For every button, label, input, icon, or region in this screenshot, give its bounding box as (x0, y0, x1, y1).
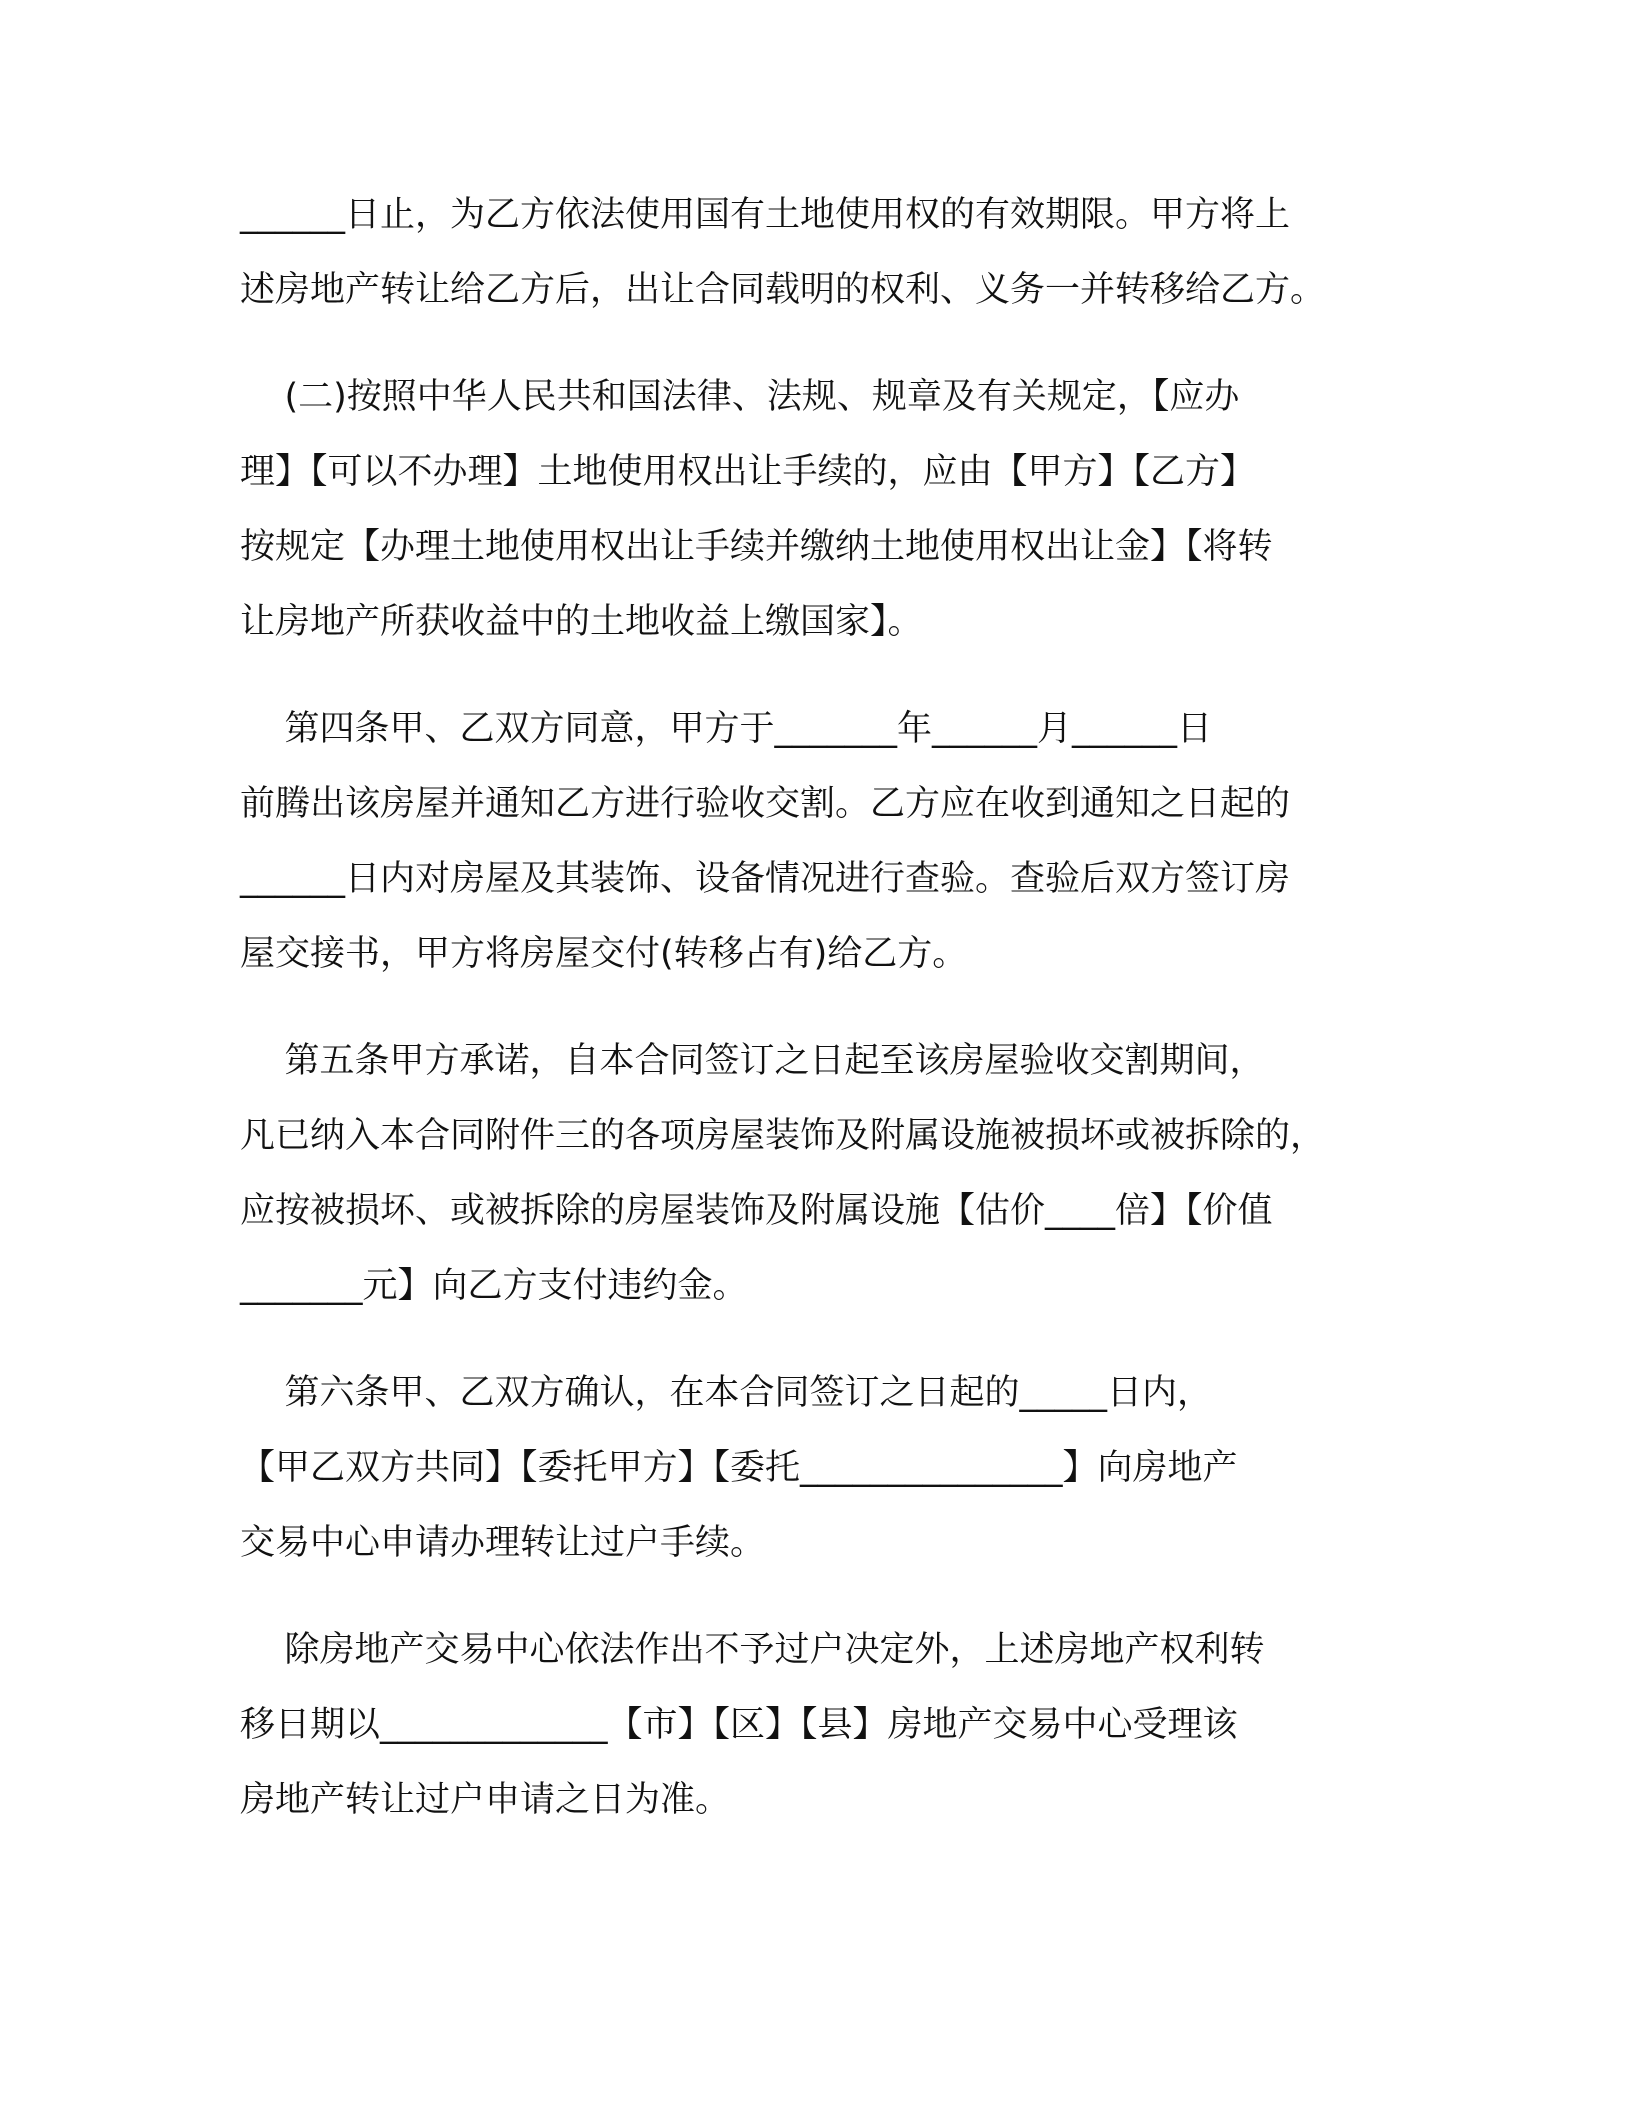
text-line: 让房地产所获收益中的土地收益上缴国家】。 (240, 602, 923, 642)
text-line: ______日内对房屋及其装饰、设备情况进行查验。查验后双方签订房 (240, 859, 1291, 899)
text-line: 理】【可以不办理】土地使用权出让手续的，应由【甲方】【乙方】 (240, 452, 1256, 492)
text-line: 凡已纳入本合同附件三的各项房屋装饰及附属设施被损坏或被拆除的， (240, 1116, 1326, 1156)
text-line: (二)按照中华人民共和国法律、法规、规章及有关规定，【应办 (240, 377, 1240, 417)
text-line: 应按被损坏、或被拆除的房屋装饰及附属设施【估价____倍】【价值 (240, 1191, 1273, 1231)
text-line: 按规定【办理土地使用权出让手续并缴纳土地使用权出让金】【将转 (240, 527, 1273, 567)
text-line: _______元】向乙方支付违约金。 (240, 1266, 748, 1306)
text-line: 前腾出该房屋并通知乙方进行验收交割。乙方应在收到通知之日起的 (240, 784, 1291, 824)
text-line: 【甲乙双方共同】【委托甲方】【委托_______________】向房地产 (240, 1448, 1238, 1488)
text-line: 房地产转让过户申请之日为准。 (240, 1780, 731, 1820)
text-line: 第五条甲方承诺，自本合同签订之日起至该房屋验收交割期间， (240, 1041, 1265, 1081)
text-line: 交易中心申请办理转让过户手续。 (240, 1523, 766, 1563)
text-line: 移日期以_____________【市】【区】【县】房地产交易中心受理该 (240, 1705, 1238, 1745)
text-line: 第六条甲、乙双方确认，在本合同签订之日起的_____日内， (240, 1373, 1213, 1413)
text-line: 除房地产交易中心依法作出不予过户决定外，上述房地产权利转 (240, 1630, 1265, 1670)
text-line: 述房地产转让给乙方后，出让合同载明的权利、义务一并转移给乙方。 (240, 270, 1326, 310)
text-line: 第四条甲、乙双方同意，甲方于_______年______月______日 (240, 709, 1213, 749)
text-line: 屋交接书，甲方将房屋交付(转移占有)给乙方。 (240, 934, 968, 974)
text-line: ______日止，为乙方依法使用国有土地使用权的有效期限。甲方将上 (240, 195, 1291, 235)
